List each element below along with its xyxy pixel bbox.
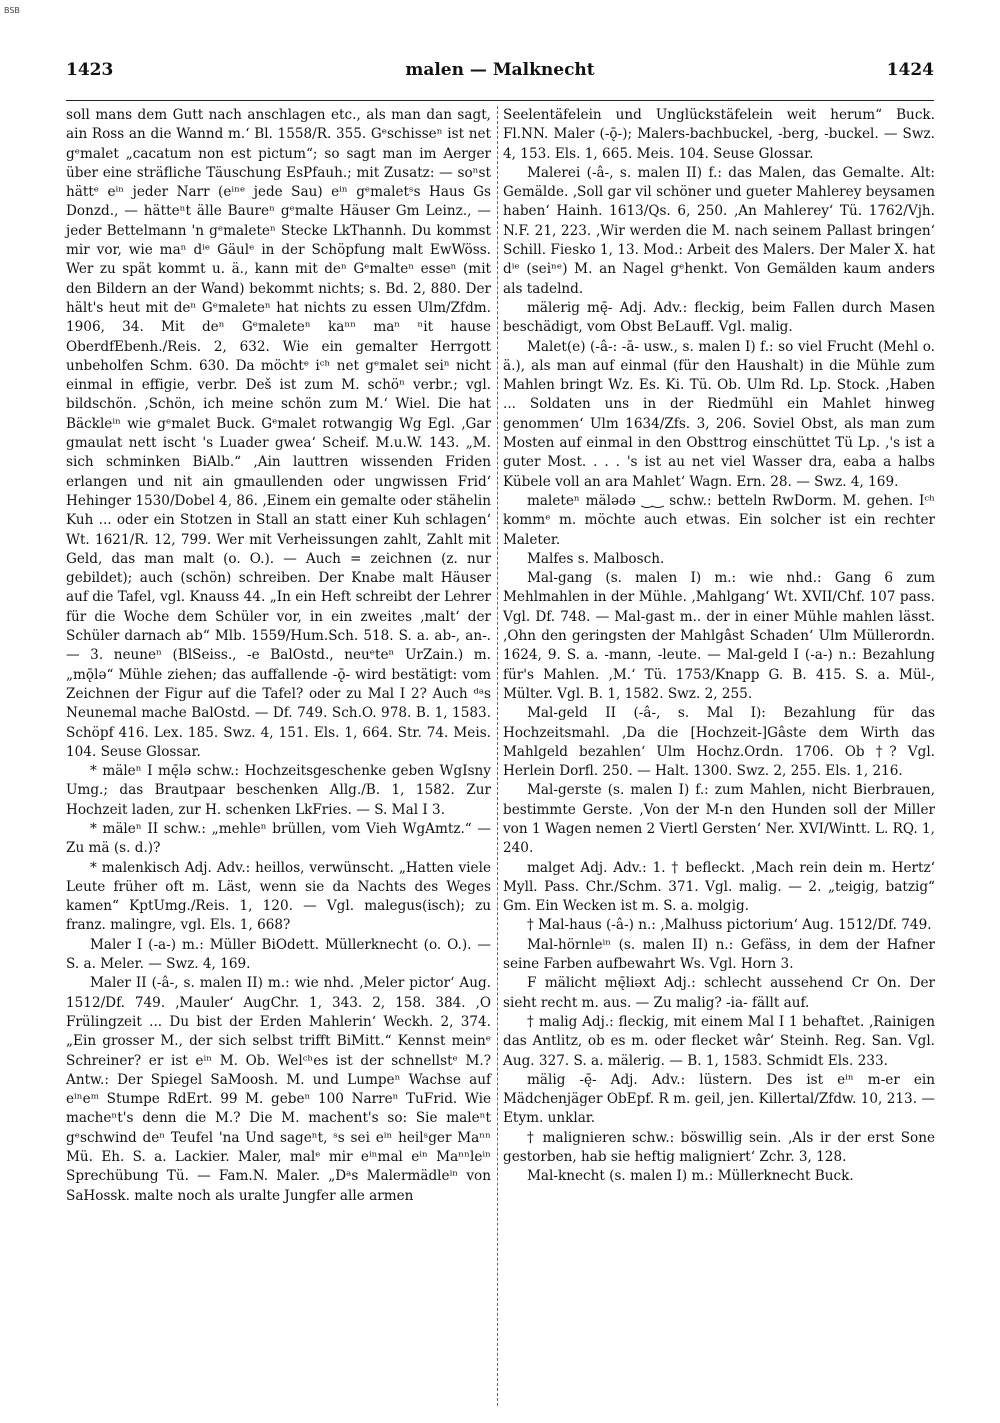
entry-maler-i: Maler I (-a-) m.: Müller BiOdett. Müllerknecht (o. O.). — S. a. Meler. — Swz. 4, 169. <box>66 936 491 973</box>
entry-malignieren: † malignieren schw.: böswillig sein. ‚Als ir der erst Sone gestorben, hab sie heftig maligniert‘ Zchr. 3, 128. <box>503 1129 935 1166</box>
entry-maelerig: mälerig mę̄- Adj. Adv.: fleckig, beim Fallen durch Masen beschädigt, vom Obst BeLauff. Vgl. malig. <box>503 299 935 336</box>
entry-maelen-ii: * mäleⁿ II schw.: „mehleⁿ brüllen, vom Vieh WgAmtz.“ — Zu mä (s. d.)? <box>66 820 491 857</box>
entry-maelen-i: * mäleⁿ I mę̄lə schw.: Hochzeitsgeschenke geben WgIsny Umg.; das Brautpaar beschenken Allg./B. 1, 1582. Zur Hochzeit laden, zur H. schenken LkFries. — S. Mal I 3. <box>66 763 491 818</box>
entry-mal-geld-ii: Mal-geld II (-â-, s. Mal I): Bezahlung für das Hochzeitsmahl. ‚Da die [Hochzeit-]Gâste dem Wirth das Mahlgeld bezahlen‘ Ulm Hochz.Ordn. 1706. Ob †? Vgl. Herlein Dorfl. 250. — Halt. 1300. Swz. 2, 255. Els. 1, 216. <box>503 705 935 780</box>
entry-mal-gang: Mal-gang (s. malen I) m.: wie nhd.: Gang 6 zum Mehlmahlen in der Mühle. ‚Mahlgang‘ Wt. XVII/Chf. 107 pass. Vgl. Df. 748. — Mal-gast m.. der in einer Mühle mahlen lässt. ‚Ohn den geringsten der Mahlgâst Schaden‘ Ulm Müllerordn. 1624, 9. S. a. -mann, -leute. — Mal-geld I (-a-) n.: Bezahlung für's Mahlen. ‚M.‘ Tü. 1753/Knapp G. B. 415. S. a. Mül-, Mülter. Vgl. B. 1, 1582. Swz. 2, 255. <box>503 570 935 702</box>
page-header <box>66 60 934 90</box>
entry-continuation: soll mans dem Gutt nach anschlagen etc., als man dan sagt, ain Ross an die Wannd m.‘ Bl. 1558/R. 355. Gᵉschisseⁿ ist net gᵉmalet „cacatum non est pictum“; so sagt man im Aerger über eine sträfliche Täuschung EsPfauh.; mit Zusatz: — soⁿst hättᵉ eⁱⁿ jeder Narr (eⁱⁿᵉ jede Sau) eⁱⁿ gᵉmaletˢs Haus Gs Donzd., — hätteⁿt älle Baureⁿ gᵉmalte Häuser Gm Leinz., — jeder Bettelmann 'n gᵉmaleteⁿ Stecke LkThannh. Du kommst mir vor, wie maⁿ dⁱᵉ Gäulᵉ in der Schöpfung malt EwWöss. Wer zu spät kommt u. ä., kann mit deⁿ Gᵉmalteⁿ esseⁿ (mit den Bildern an der Wand) bekommt nichts; s. Bd. 2, 880. Der hält's heut mit deⁿ Gᵉmaleteⁿ hat nichts zu essen Ulm/Zfdm. 1906, 34. Mit deⁿ Gᵉmaleteⁿ kaⁿⁿ maⁿ ⁿit hause OberdfEbenh./Reis. 2, 632. Wie ein gemalter Herrgott unbeholfen Schm. 630. Da möchtᵉ iᶜʰ net gᵉmalet seiⁿ nicht einmal in effigie, verbr. Deš ist zum M. schöⁿ verbr.; vgl. bildschön. ‚Schön, ich meine schön zum M.‘ Wiel. Die hat Bäckleⁱⁿ wie gᵉmalet Buck. Gᵉmalet rotwangig Wg Egl. ‚Gar gmaulat nett ischt 's Luader gwea‘ Scheif. M.u.W. 143. „M. sich schminken BiAlb.“ ‚Ain lauttren wissenden Friden erlangen und nit ain gmaullenden oder ungwissen Frid‘ Hehinger 1530/Dobel 4, 86. ‚Einem ein gemalte oder stähelin Kuh ... oder ein Stotzen in Stall an statt einer Kuh schlagen‘ Wt. 1621/R. 12, 799. Wer mit Verheissungen zahlt, Zahlt mit Geld, das man malt (o. O.). — Auch = zeichnen (z. nur gebildet); auch (schön) schreiben. Der Knabe malt Häuser auf die Tafel, vgl. Knauss 44. „In ein Heft schreibt der Lehrer für die Woche dem Schüler vor, in ein zweites ‚malt‘ der Schüler darnach ab“ Mlb. 1559/Hum.Sch. 518. S. a. ab-, an-. — 3. neuneⁿ (BlSeiss., -e BalOstd., neuᵉteⁿ UrZain.) m. „mǭlə“ Mühle ziehen; das auffallende -ǭ- wird bestätigt: vom Zeichnen der Figur auf die Tafel? oder zu Mal I 2? Auch ᵈᵃs Neunemal mache BalOstd. — Df. 749. Sch.O. 978. B. 1, 1583. Schöpf 416. Lex. 185. Swz. 4, 151. Els. 1, 664. Str. 74. Meis. 104. Seuse Glossar. <box>66 107 491 760</box>
entry-maleten: maleteⁿ mälədə ‿‿ schw.: betteln RwDorm. M. gehen. Iᶜʰ kommᵉ m. möchte auch etwas. Ein solcher ist ein rechter Maleter. <box>503 492 935 548</box>
entry-malerei: Malerei (-â-, s. malen II) f.: das Malen, das Gemalte. Alt: Gemälde. ‚Soll gar vil schöner und gueter Mahlerey beysamen haben‘ Hainh. 1613/Qs. 6, 250. ‚An Mahlerey‘ Tü. 1762/Vjh. N.F. 21, 223. ‚Wir werden die M. nach seinem Pallast bringen‘ Schill. Fiesko 1, 13. Mod.: Arbeit des Malers. Der Maler X. hat dⁱᵉ (seiⁿᵉ) M. an Nagel gᵉhenkt. Von Gemälden kaum anders als tadelnd. <box>503 164 935 297</box>
entry-mal-gerste: Mal-gerste (s. malen I) f.: zum Mahlen, nicht Bierbrauen, bestimmte Gerste. ‚Von der M-n den Hunden soll der Miller von 1 Wagen nemen 2 Viertl Gersten‘ Ner. XVI/Wintt. L. RQ. 1, 240. <box>503 782 935 857</box>
entry-maler-ii: Maler II (-â-, s. malen II) m.: wie nhd. ‚Meler pictor‘ Aug. 1512/Df. 749. ‚Mauler‘ AugChr. 1, 343. 2, 158. 384. ‚O Frülingzeit ... Du bist der Erden Mahlerin‘ Weckh. 2, 374. „Ein grosser M., der sich selbst trifft BiMitt.“ Kennst meinᵉ Schreiner? er ist eⁱⁿ M. Ob. Welᶜʰes ist der schnellstᵉ M.? Antw.: Der Spiegel SaMoosh. M. und Lumpeⁿ Wachse auf eⁱⁿeᵐ Stumpe RdErt. 99 M. gebeⁿ 100 Narreⁿ TuFrid. Wie macheⁿt's denn die M.? Die M. machent's so: Sie maleⁿt gᵉschwind deⁿ Teufel 'na Und sageⁿt, ˢs sei eⁱⁿ heilˢger Maⁿⁿ Mü. Eh. S. a. Lackier. Maler, malᵉ mir eⁱⁿmal eⁱⁿ Maⁿⁿleⁱⁿ Sprechübung Tü. — Fam.N. Maler. „Dᵃs Malermädleⁱⁿ von SaHossk. malte noch als uralte Jungfer alle armen <box>66 975 491 1204</box>
entry-malfes: Malfes s. Malbosch. <box>527 550 665 567</box>
entry-malete: Malet(e) (-â-: -ā- usw., s. malen I) f.: so viel Frucht (Mehl o. ä.), als man auf einmal (für den Haushalt) in die Mühle zum Mahlen bringt Wz. Es. Ki. Tü. Ob. Ulm Rd. Lp. Stock. ‚Haben ... Soldaten uns in der Riedmühl ein Mahlet hinweg genommen‘ Ulm 1634/Zfs. 3, 206. Soviel Obst, als man zum Mosten auf einmal in den Obsttrog einschüttet Tü Lp. ‚'s ist a guter Most. . . . 's ist au net viel Wasser dra, eaba a halbs Kübele voll an ara Mahlet‘ Wagn. Ern. 28. — Swz. 4, 169. <box>503 338 935 490</box>
library-stamp: BSB <box>4 6 20 15</box>
entry-malenkisch: * malenkisch Adj. Adv.: heillos, verwünscht. „Hatten viele Leute früher oft m. Läst, wenn sie da Nachts des Weges kamen“ KptUmg./Reis. 1, 120. — Vgl. malegus(isch); zu franz. malingre, vgl. Els. 1, 668? <box>66 859 491 934</box>
header-rule <box>66 100 934 101</box>
entry-mal-haus: † Mal-haus (-â-) n.: ‚Malhuss pictorium‘ Aug. 1512/Df. 749. <box>527 917 932 934</box>
entry-mal-knecht: Mal-knecht (s. malen I) m.: Müllerknecht Buck. <box>527 1168 854 1185</box>
right-column <box>503 106 935 1187</box>
column-divider <box>497 106 498 1406</box>
entry-maelicht: F mälicht mę̄liəxt Adj.: schlecht aussehend Cr On. Der sieht recht m. aus. — Zu malig? -ia- fällt auf. <box>503 975 935 1011</box>
entry-malget: malget Adj. Adv.: 1. † befleckt. ‚Mach rein dein m. Hertz‘ Myll. Pass. Chr./Schm. 371. Vgl. malig. — 2. „teigig, batzig“ Gm. Ein Wecken ist m. S. a. molgig. <box>503 859 935 915</box>
entry-malig: † malig Adj.: fleckig, mit einem Mal I 1 behaftet. ‚Rainigen das Antlitz, ob es m. oder flecket wâr‘ Steinh. Reg. San. Vgl. Aug. 327. S. a. mälerig. — B. 1, 1583. Schmidt Els. 233. <box>503 1013 935 1069</box>
entry-maelig: mälig -ę̄- Adj. Adv.: lüstern. Des ist eⁱⁿ m-er ein Mädchenjäger ObEpf. R m. geil, jen. Killertal/Zfdw. 10, 213. — Etym. unklar. <box>503 1071 935 1127</box>
running-title: malen — Malknecht <box>405 60 595 80</box>
left-page-number: 1423 <box>66 60 114 80</box>
left-column <box>66 106 491 1206</box>
right-page-number: 1424 <box>886 60 934 80</box>
entry-mal-hoernlein: Mal-hörnleⁱⁿ (s. malen II) n.: Gefäss, in dem der Hafner seine Farben aufbewahrt Ws. Vgl. Horn 3. <box>503 936 935 973</box>
entry-continuation-right: Seelentäfelein und Unglückstäfelein weit herum“ Buck. Fl.NN. Maler (-ǭ-); Malers-bachbuckel, -berg, -buckel. — Swz. 4, 153. Els. 1, 665. Meis. 104. Seuse Glossar. <box>503 107 935 162</box>
